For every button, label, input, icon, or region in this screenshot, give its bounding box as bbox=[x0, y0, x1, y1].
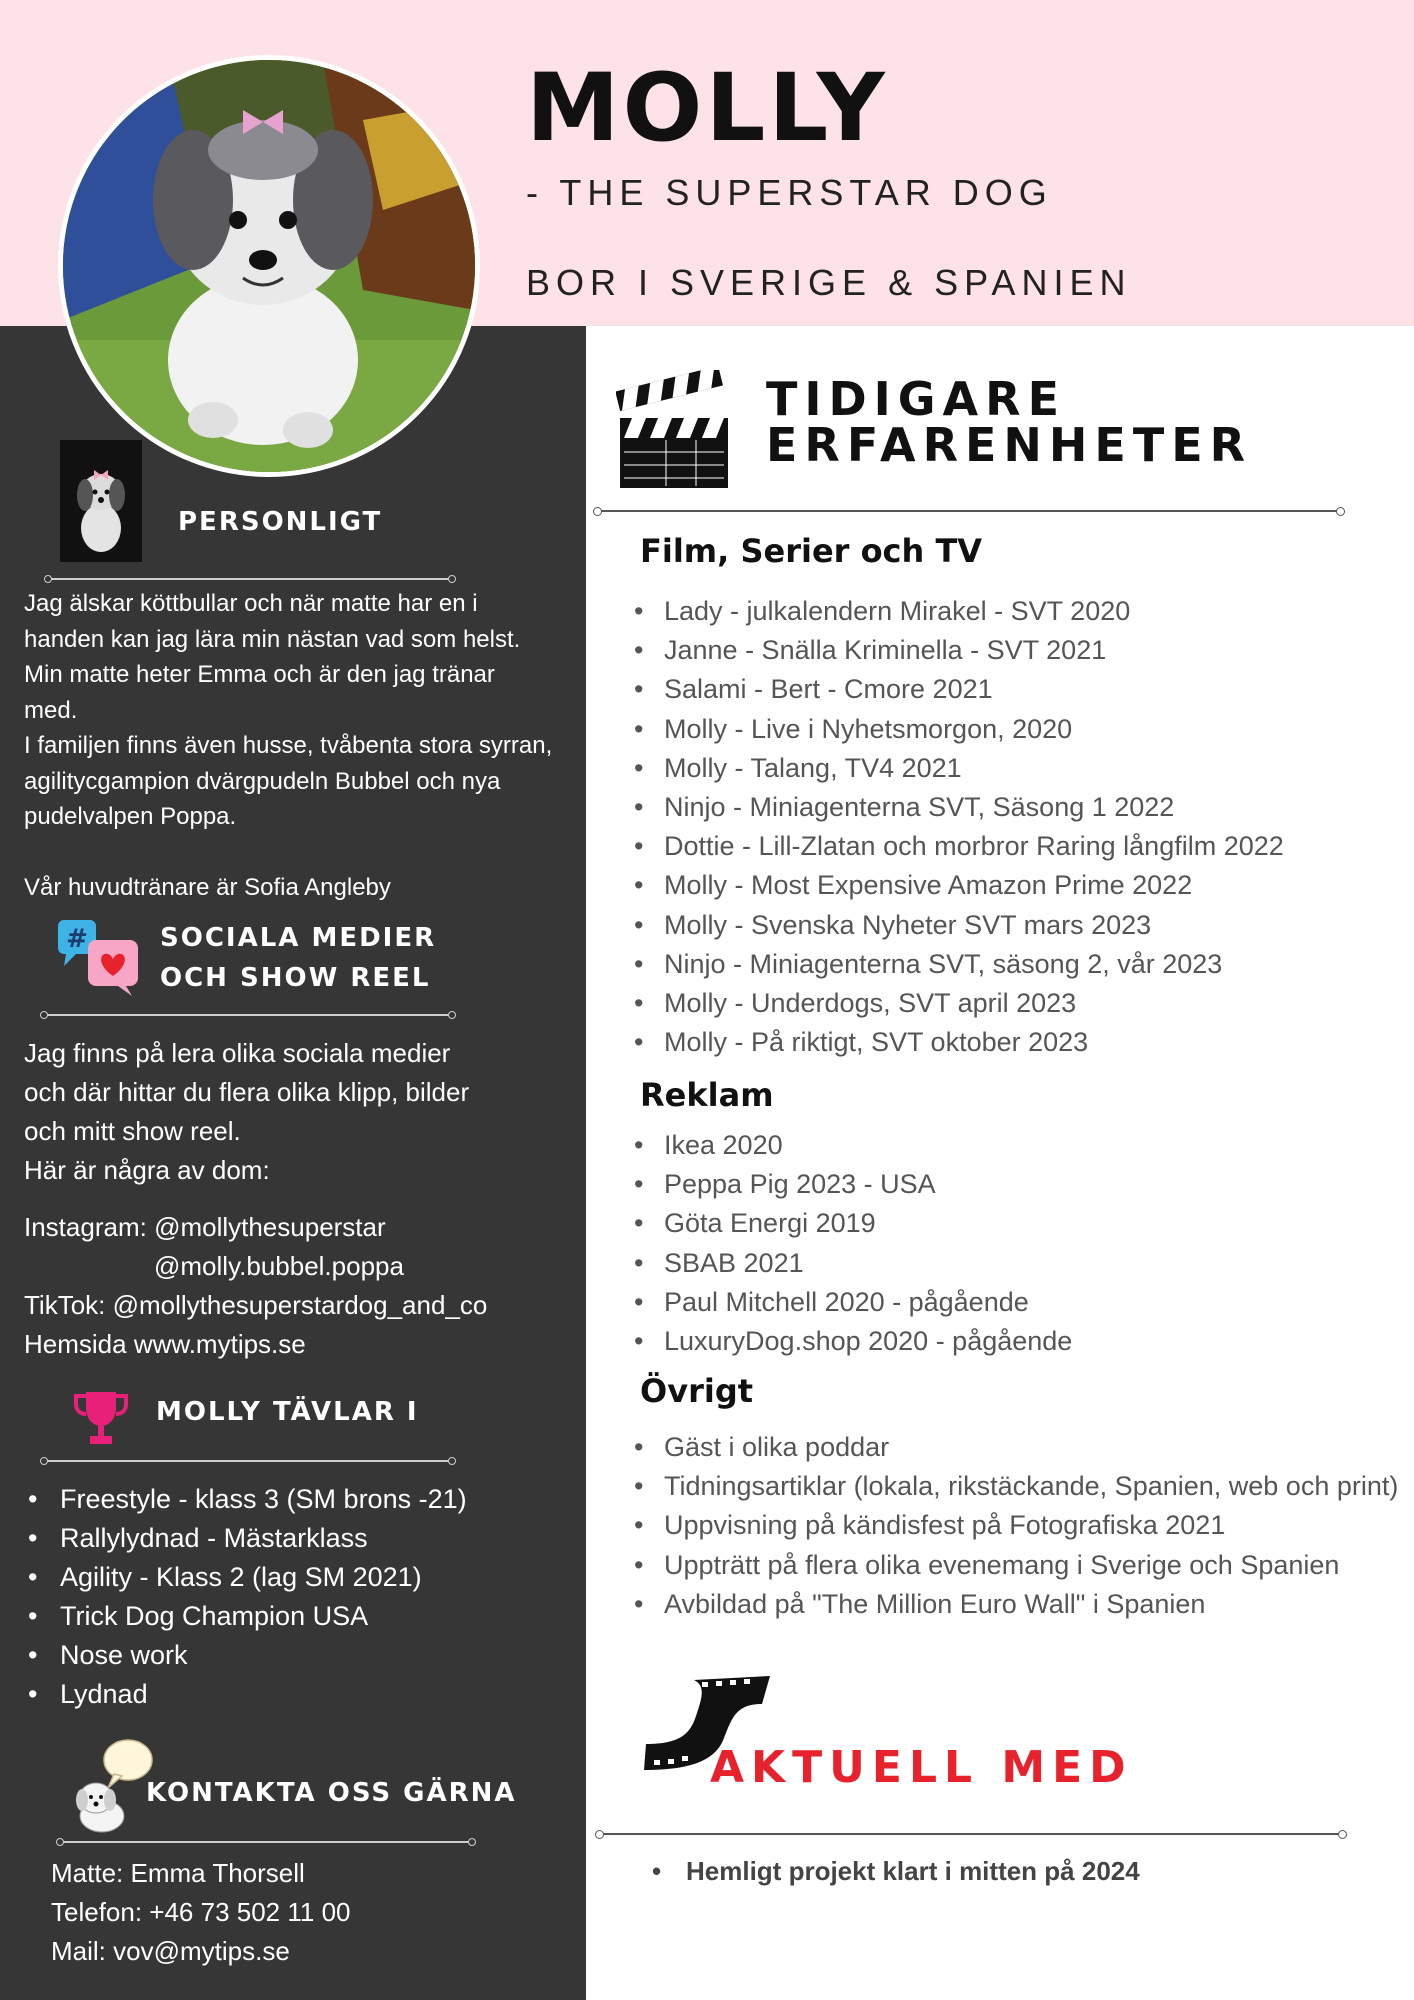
list-item: • Dottie - Lill-Zlatan och morbror Raring långfilm 2022 bbox=[634, 827, 1284, 866]
social-line: Här är några av dom: bbox=[24, 1155, 270, 1185]
experience-title-line: ERFARENHETER bbox=[766, 418, 1253, 472]
list-item: • Freestyle - klass 3 (SM brons -21) bbox=[24, 1480, 467, 1519]
list-item: • SBAB 2021 bbox=[634, 1244, 1072, 1283]
list-item: • Salami - Bert - Cmore 2021 bbox=[634, 670, 1284, 709]
list-item: • Janne - Snälla Kriminella - SVT 2021 bbox=[634, 631, 1284, 670]
list-item: • Molly - Most Expensive Amazon Prime 2022 bbox=[634, 866, 1284, 905]
personal-text bbox=[24, 586, 552, 906]
list-item: • Molly - På riktigt, SVT oktober 2023 bbox=[634, 1023, 1284, 1062]
social-heading bbox=[160, 918, 436, 998]
divider bbox=[60, 1841, 472, 1843]
tiktok-link[interactable]: TikTok: @mollythesuperstardog_and_co bbox=[24, 1290, 488, 1320]
contact-mail[interactable]: Mail: vov@mytips.se bbox=[51, 1936, 290, 1966]
list-item: • Uppvisning på kändisfest på Fotografiska 2021 bbox=[634, 1506, 1398, 1545]
divider bbox=[44, 1014, 452, 1016]
instagram-link[interactable]: @molly.bubbel.poppa bbox=[154, 1251, 404, 1281]
divider bbox=[600, 1833, 1342, 1835]
film-heading: Film, Serier och TV bbox=[640, 532, 983, 570]
contact-phone[interactable]: Telefon: +46 73 502 11 00 bbox=[51, 1897, 351, 1927]
list-item: • Avbildad på "The Million Euro Wall" i Spanien bbox=[634, 1585, 1398, 1624]
list-item: • Rallylydnad - Mästarklass bbox=[24, 1519, 467, 1558]
tagline: - THE SUPERSTAR DOG bbox=[526, 172, 1053, 213]
list-item: • Ninjo - Miniagenterna SVT, säsong 2, vår 2023 bbox=[634, 945, 1284, 984]
location: BOR I SVERIGE & SPANIEN bbox=[526, 262, 1132, 303]
instagram-label: Instagram: bbox=[24, 1212, 147, 1242]
social-heading-line: OCH SHOW REEL bbox=[160, 963, 431, 993]
experience-title bbox=[766, 372, 1253, 472]
list-item: • Gäst i olika poddar bbox=[634, 1428, 1398, 1467]
experience-title-line: TIDIGARE bbox=[766, 372, 1066, 426]
list-item: • Hemligt projekt klart i mitten på 2024 bbox=[652, 1856, 1140, 1887]
list-item: • LuxuryDog.shop 2020 - pågående bbox=[634, 1322, 1072, 1361]
contact-heading: KONTAKTA OSS GÄRNA bbox=[146, 1778, 517, 1808]
list-item: • Uppträtt på flera olika evenemang i Sverige och Spanien bbox=[634, 1546, 1398, 1585]
list-item: • Paul Mitchell 2020 - pågående bbox=[634, 1283, 1072, 1322]
social-line: och där hittar du flera olika klipp, bilder bbox=[24, 1077, 470, 1107]
ads-heading: Reklam bbox=[640, 1076, 774, 1114]
trophy-icon bbox=[72, 1388, 130, 1446]
list-item: • Molly - Svenska Nyheter SVT mars 2023 bbox=[634, 906, 1284, 945]
competes-list bbox=[24, 1480, 467, 1714]
current-title: AKTUELL MED bbox=[710, 1742, 1133, 1793]
list-item: • Lady - julkalendern Mirakel - SVT 2020 bbox=[634, 592, 1284, 631]
website-link[interactable]: Hemsida www.mytips.se bbox=[24, 1329, 306, 1359]
list-item: • Trick Dog Champion USA bbox=[24, 1597, 467, 1636]
divider bbox=[48, 578, 452, 580]
personal-line: Min matte heter Emma och är den jag tränar bbox=[24, 661, 495, 688]
list-item: • Molly - Talang, TV4 2021 bbox=[634, 749, 1284, 788]
personal-line: handen kan jag lära min nästan vad som helst. bbox=[24, 625, 521, 653]
contact-owner: Matte: Emma Thorsell bbox=[51, 1858, 305, 1888]
social-links bbox=[24, 1208, 487, 1364]
list-item: • Agility - Klass 2 (lag SM 2021) bbox=[24, 1558, 467, 1597]
personal-heading: PERSONLIGT bbox=[178, 507, 383, 537]
clapperboard-icon bbox=[616, 370, 734, 490]
list-item: • Molly - Live i Nyhetsmorgon, 2020 bbox=[634, 710, 1284, 749]
list-item: • Tidningsartiklar (lokala, rikstäckande, Spanien, web och print) bbox=[634, 1467, 1398, 1506]
competes-heading: MOLLY TÄVLAR I bbox=[156, 1397, 419, 1427]
list-item: • Göta Energi 2019 bbox=[634, 1204, 1072, 1243]
other-heading: Övrigt bbox=[640, 1372, 754, 1410]
social-media-icon bbox=[56, 918, 142, 998]
personal-line: med. bbox=[24, 696, 78, 724]
personal-line: Vår huvudtränare är Sofia Angleby bbox=[24, 874, 391, 901]
list-item: • Nose work bbox=[24, 1636, 467, 1675]
personal-line: agilitycgampion dvärgpudeln Bubbel och nya bbox=[24, 767, 501, 795]
contact-details bbox=[51, 1854, 351, 1971]
dog-speech-bubble-icon bbox=[68, 1736, 158, 1834]
dog-thumbnail bbox=[60, 440, 142, 562]
dog-name: MOLLY bbox=[526, 54, 888, 163]
ads-list bbox=[634, 1126, 1072, 1361]
profile-photo bbox=[58, 55, 480, 477]
social-line: och mitt show reel. bbox=[24, 1116, 241, 1146]
list-item: • Ikea 2020 bbox=[634, 1126, 1072, 1165]
film-list bbox=[634, 592, 1284, 1062]
social-heading-line: SOCIALA MEDIER bbox=[160, 923, 437, 953]
svg-text:#: # bbox=[66, 924, 88, 954]
personal-line: I familjen finns även husse, tvåbenta stora syrran, bbox=[24, 732, 553, 759]
social-text bbox=[24, 1034, 469, 1190]
list-item: • Lydnad bbox=[24, 1675, 467, 1714]
social-line: Jag finns på lera olika sociala medier bbox=[24, 1038, 451, 1068]
divider bbox=[44, 1460, 452, 1462]
list-item: • Peppa Pig 2023 - USA bbox=[634, 1165, 1072, 1204]
instagram-link[interactable]: @mollythesuperstar bbox=[154, 1212, 386, 1242]
personal-line: Jag älskar köttbullar och när matte har en i bbox=[24, 590, 478, 617]
current-list bbox=[652, 1856, 1140, 1887]
list-item: • Molly - Underdogs, SVT april 2023 bbox=[634, 984, 1284, 1023]
list-item: • Ninjo - Miniagenterna SVT, Säsong 1 2022 bbox=[634, 788, 1284, 827]
other-list bbox=[634, 1428, 1398, 1624]
personal-line: pudelvalpen Poppa. bbox=[24, 803, 237, 830]
divider bbox=[598, 510, 1340, 512]
personal-line bbox=[24, 835, 552, 871]
